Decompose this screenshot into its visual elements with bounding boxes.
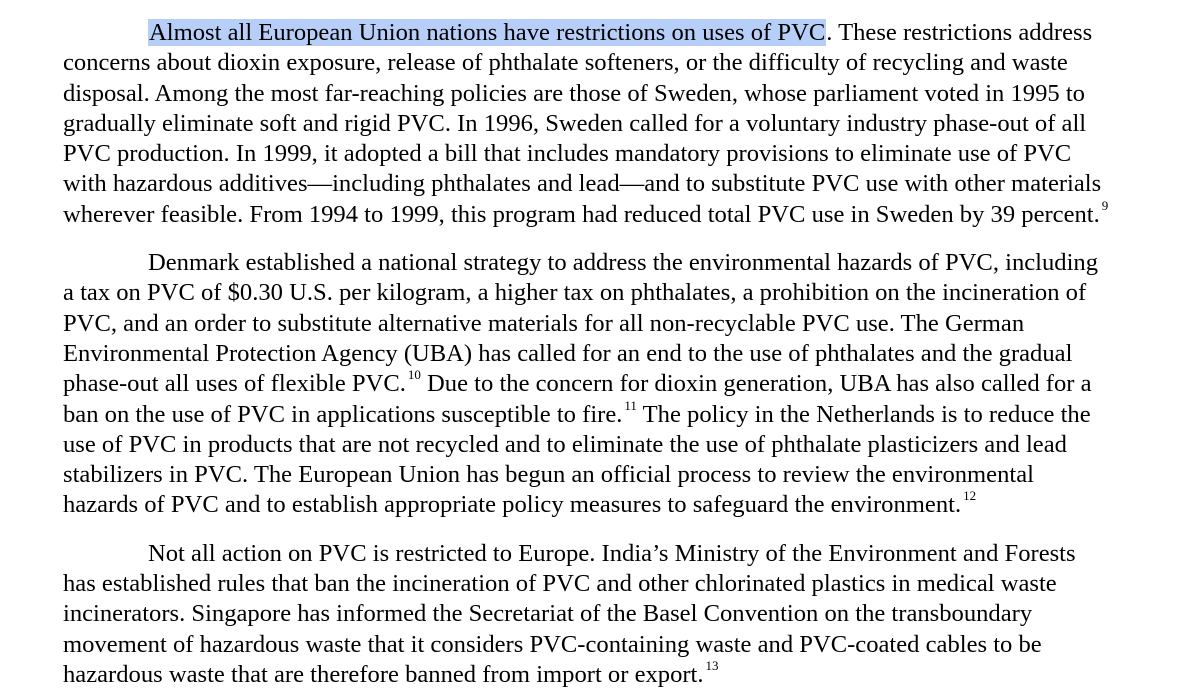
text-line: Environmental Protection Agency (UBA) has called for an end to the use of phthalates and the gradual (63, 339, 1073, 367)
text-line: gradually eliminate soft and rigid PVC. In 1996, Sweden called for a voluntary industry phase-out of all (63, 109, 1087, 137)
paragraph-spacer (63, 521, 1175, 539)
text-line: PVC production. In 1999, it adopted a bill that includes mandatory provisions to eliminate use of PVC (63, 140, 1072, 168)
footnote-marker: 12 (963, 488, 977, 504)
text-line: with hazardous additives—including phthalates and lead—and to substitute PVC use with other materials (63, 170, 1102, 198)
paragraph-outside-europe (63, 539, 1175, 690)
text-line: movement of hazardous waste that it considers PVC-containing waste and PVC-coated cables to be (63, 630, 1042, 658)
text-line: incinerators. Singapore has informed the Secretariat of the Basel Convention on the transboundary (63, 600, 1033, 628)
text-run: phase-out all uses of flexible PVC. (63, 370, 406, 398)
text-line: stabilizers in PVC. The European Union has begun an official process to review the environmental (63, 461, 1034, 489)
text-line: has established rules that ban the incineration of PVC and other chlorinated plastics in medical waste (63, 570, 1057, 598)
text-run: Due to the concern for dioxin generation, UBA has also called for a (420, 370, 1092, 398)
text-run: ban on the use of PVC in applications susceptible to fire. (63, 400, 623, 428)
text-line (63, 197, 1175, 230)
text-run: hazards of PVC and to establish appropriate policy measures to safeguard the environment. (63, 491, 962, 519)
document-body (63, 18, 1175, 690)
text-line (63, 397, 1175, 430)
text-line (63, 369, 1175, 399)
text-line: Not all action on PVC is restricted to Europe. India’s Ministry of the Environment and Forests (148, 539, 1076, 567)
text-line: a tax on PVC of $0.30 U.S. per kilogram, a higher tax on phthalates, a prohibition on the incineration of (63, 279, 1087, 307)
footnote-marker: 9 (1101, 197, 1109, 213)
text-run: . These restrictions address (826, 19, 1093, 46)
text-line (63, 490, 1175, 520)
text-line: PVC, and an order to substitute alternative materials for all non-recyclable PVC use. The German (63, 309, 1025, 337)
text-line: concerns about dioxin exposure, release of phthalate softeners, or the difficulty of recycling and waste (63, 49, 1068, 77)
text-line: Denmark established a national strategy to address the environmental hazards of PVC, including (148, 249, 1099, 277)
text-line (63, 18, 1175, 48)
footnote-marker: 11 (624, 397, 637, 413)
text-line (63, 657, 1175, 690)
footnote-marker: 13 (705, 657, 719, 673)
text-run: The policy in the Netherlands is to reduce the (636, 400, 1091, 428)
text-run: hazardous waste that are therefore banned from import or export. (63, 660, 704, 688)
footnote-marker: 10 (407, 367, 421, 383)
text-line: disposal. Among the most far-reaching policies are those of Sweden, whose parliament voted in 1995 to (63, 79, 1085, 107)
paragraph-eu-restrictions (63, 18, 1175, 230)
text-line: use of PVC in products that are not recycled and to eliminate the use of phthalate plasticizers and lead (63, 430, 1067, 458)
text-run: wherever feasible. From 1994 to 1999, this program had reduced total PVC use in Sweden by 39 percent. (63, 200, 1100, 228)
paragraph-denmark-strategy (63, 248, 1175, 521)
paragraph-spacer (63, 230, 1175, 248)
highlighted-text[interactable]: Almost all European Union nations have restrictions on uses of PVC (149, 19, 826, 46)
